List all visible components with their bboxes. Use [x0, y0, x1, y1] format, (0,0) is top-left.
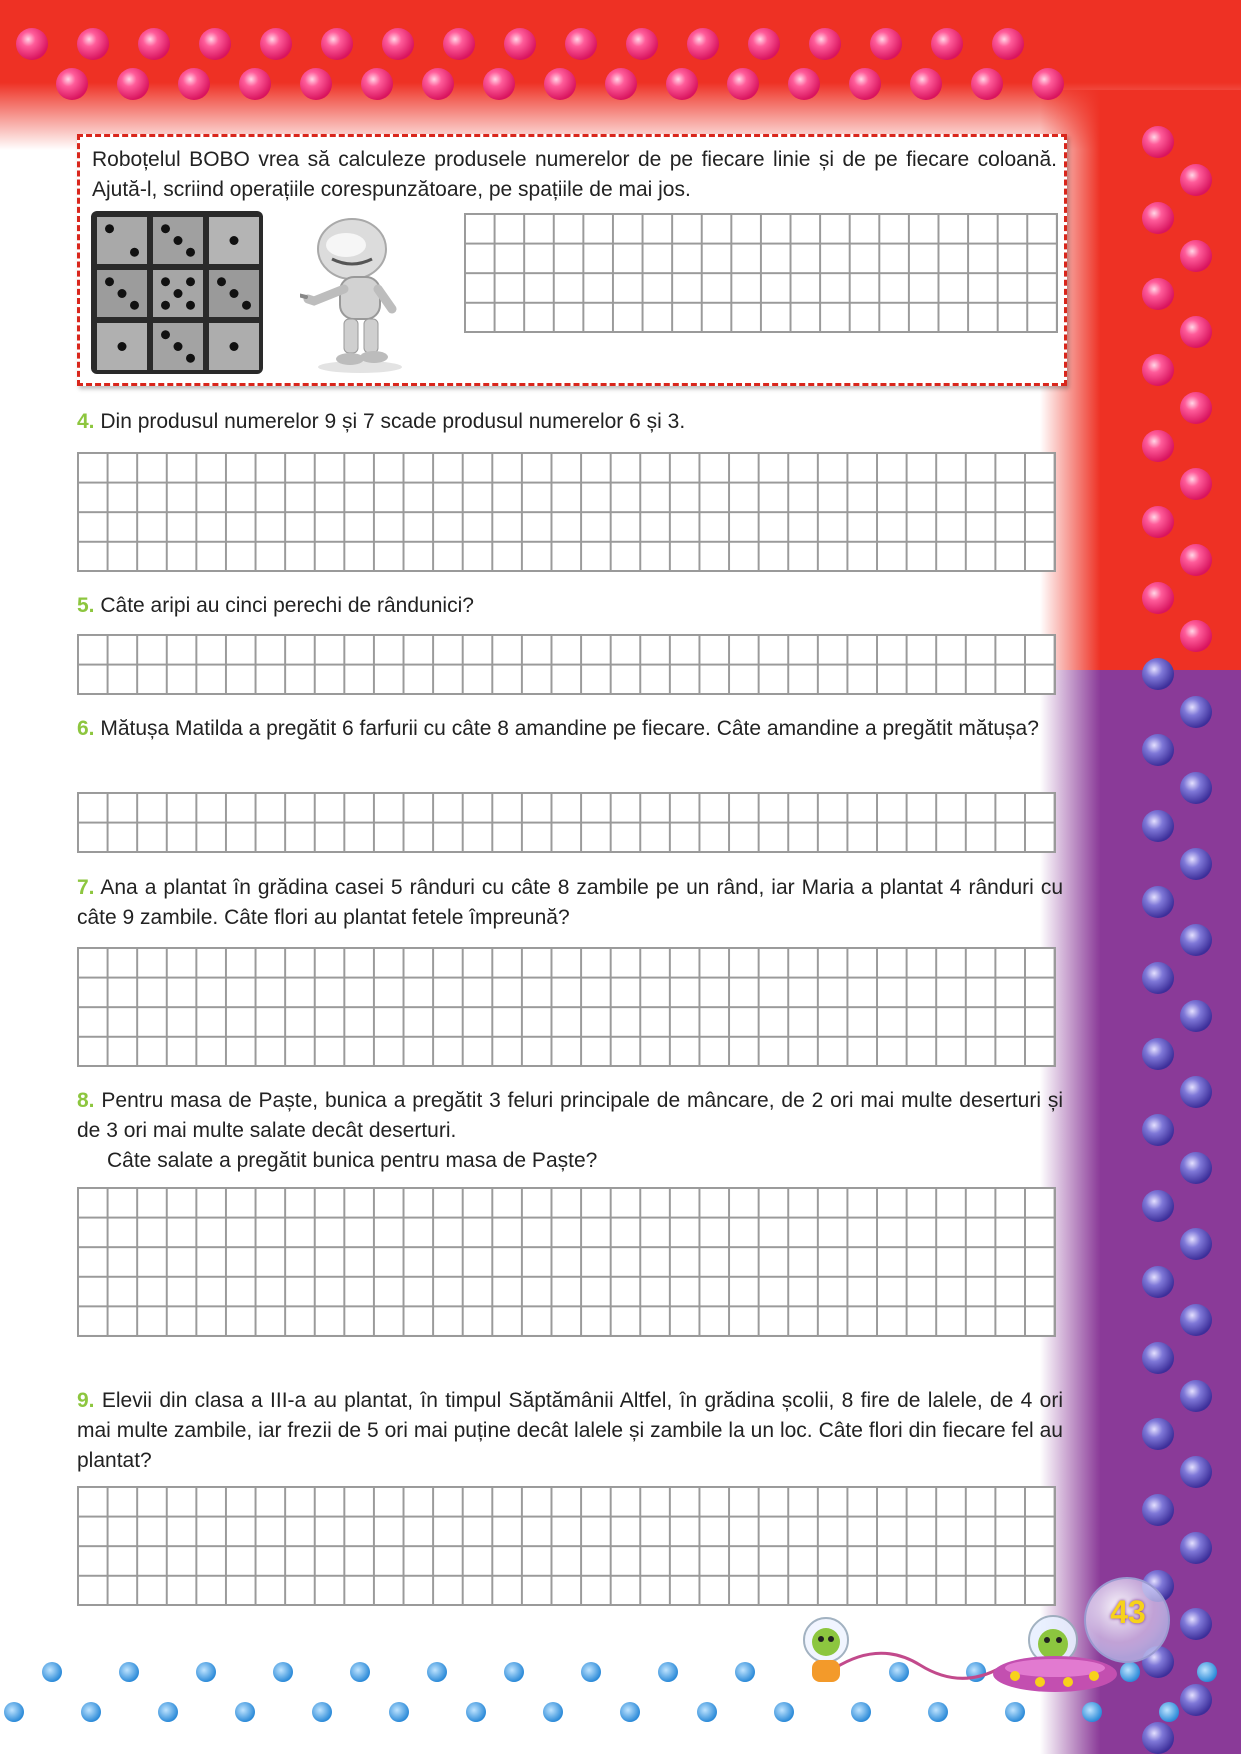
- task-7-number: 7.: [77, 876, 95, 899]
- bobo-intro-text: Roboțelul BOBO vrea să calculeze produsele numerelor de pe fiecare linie și de pe fiecare coloană. Ajută-l, scriind operațiile corespunzătoare, pe spațiile de mai jos.: [92, 148, 1057, 201]
- task-4-number: 4.: [77, 410, 95, 433]
- task-7-text: Ana a plantat în grădina casei 5 rânduri cu câte 8 zambile pe un rând, iar Maria a plantat 4 rânduri cu câte 9 zambile. Câte flori au plantat fetele împreună?: [77, 876, 1063, 929]
- task-5-number: 5.: [77, 594, 95, 617]
- task-9-text: Elevii din clasa a III-a au plantat, în timpul Săptămânii Altfel, în grădina școlii, 8 fire de lalele, de 4 ori mai multe zambile, iar frezii de 5 ori mai puține decât lalele și zambile la un loc. Câte flori din fiecare fel au plantat?: [77, 1389, 1063, 1472]
- task-4-text: Din produsul numerelor 9 și 7 scade produsul numerelor 6 și 3.: [100, 410, 686, 433]
- task-9-number: 9.: [77, 1389, 95, 1412]
- task-5-text: Câte aripi au cinci perechi de rândunici?: [100, 594, 474, 617]
- task-6-number: 6.: [77, 717, 95, 740]
- task-6-text: Mătușa Matilda a pregătit 6 farfurii cu câte 8 amandine pe fiecare. Câte amandine a pregătit mătușa?: [100, 717, 1039, 740]
- alien-astronaut-illustration: [804, 1618, 848, 1682]
- task-8-text: Pentru masa de Paște, bunica a pregătit 3 feluri principale de mâncare, de 2 ori mai multe deserturi și de 3 ori mai multe salate decât deserturi.: [77, 1089, 1064, 1142]
- task-8-question: Câte salate a pregătit bunica pentru masa de Paște?: [107, 1149, 598, 1172]
- page-number: 43: [1110, 1594, 1146, 1630]
- task-8-number: 8.: [77, 1089, 95, 1112]
